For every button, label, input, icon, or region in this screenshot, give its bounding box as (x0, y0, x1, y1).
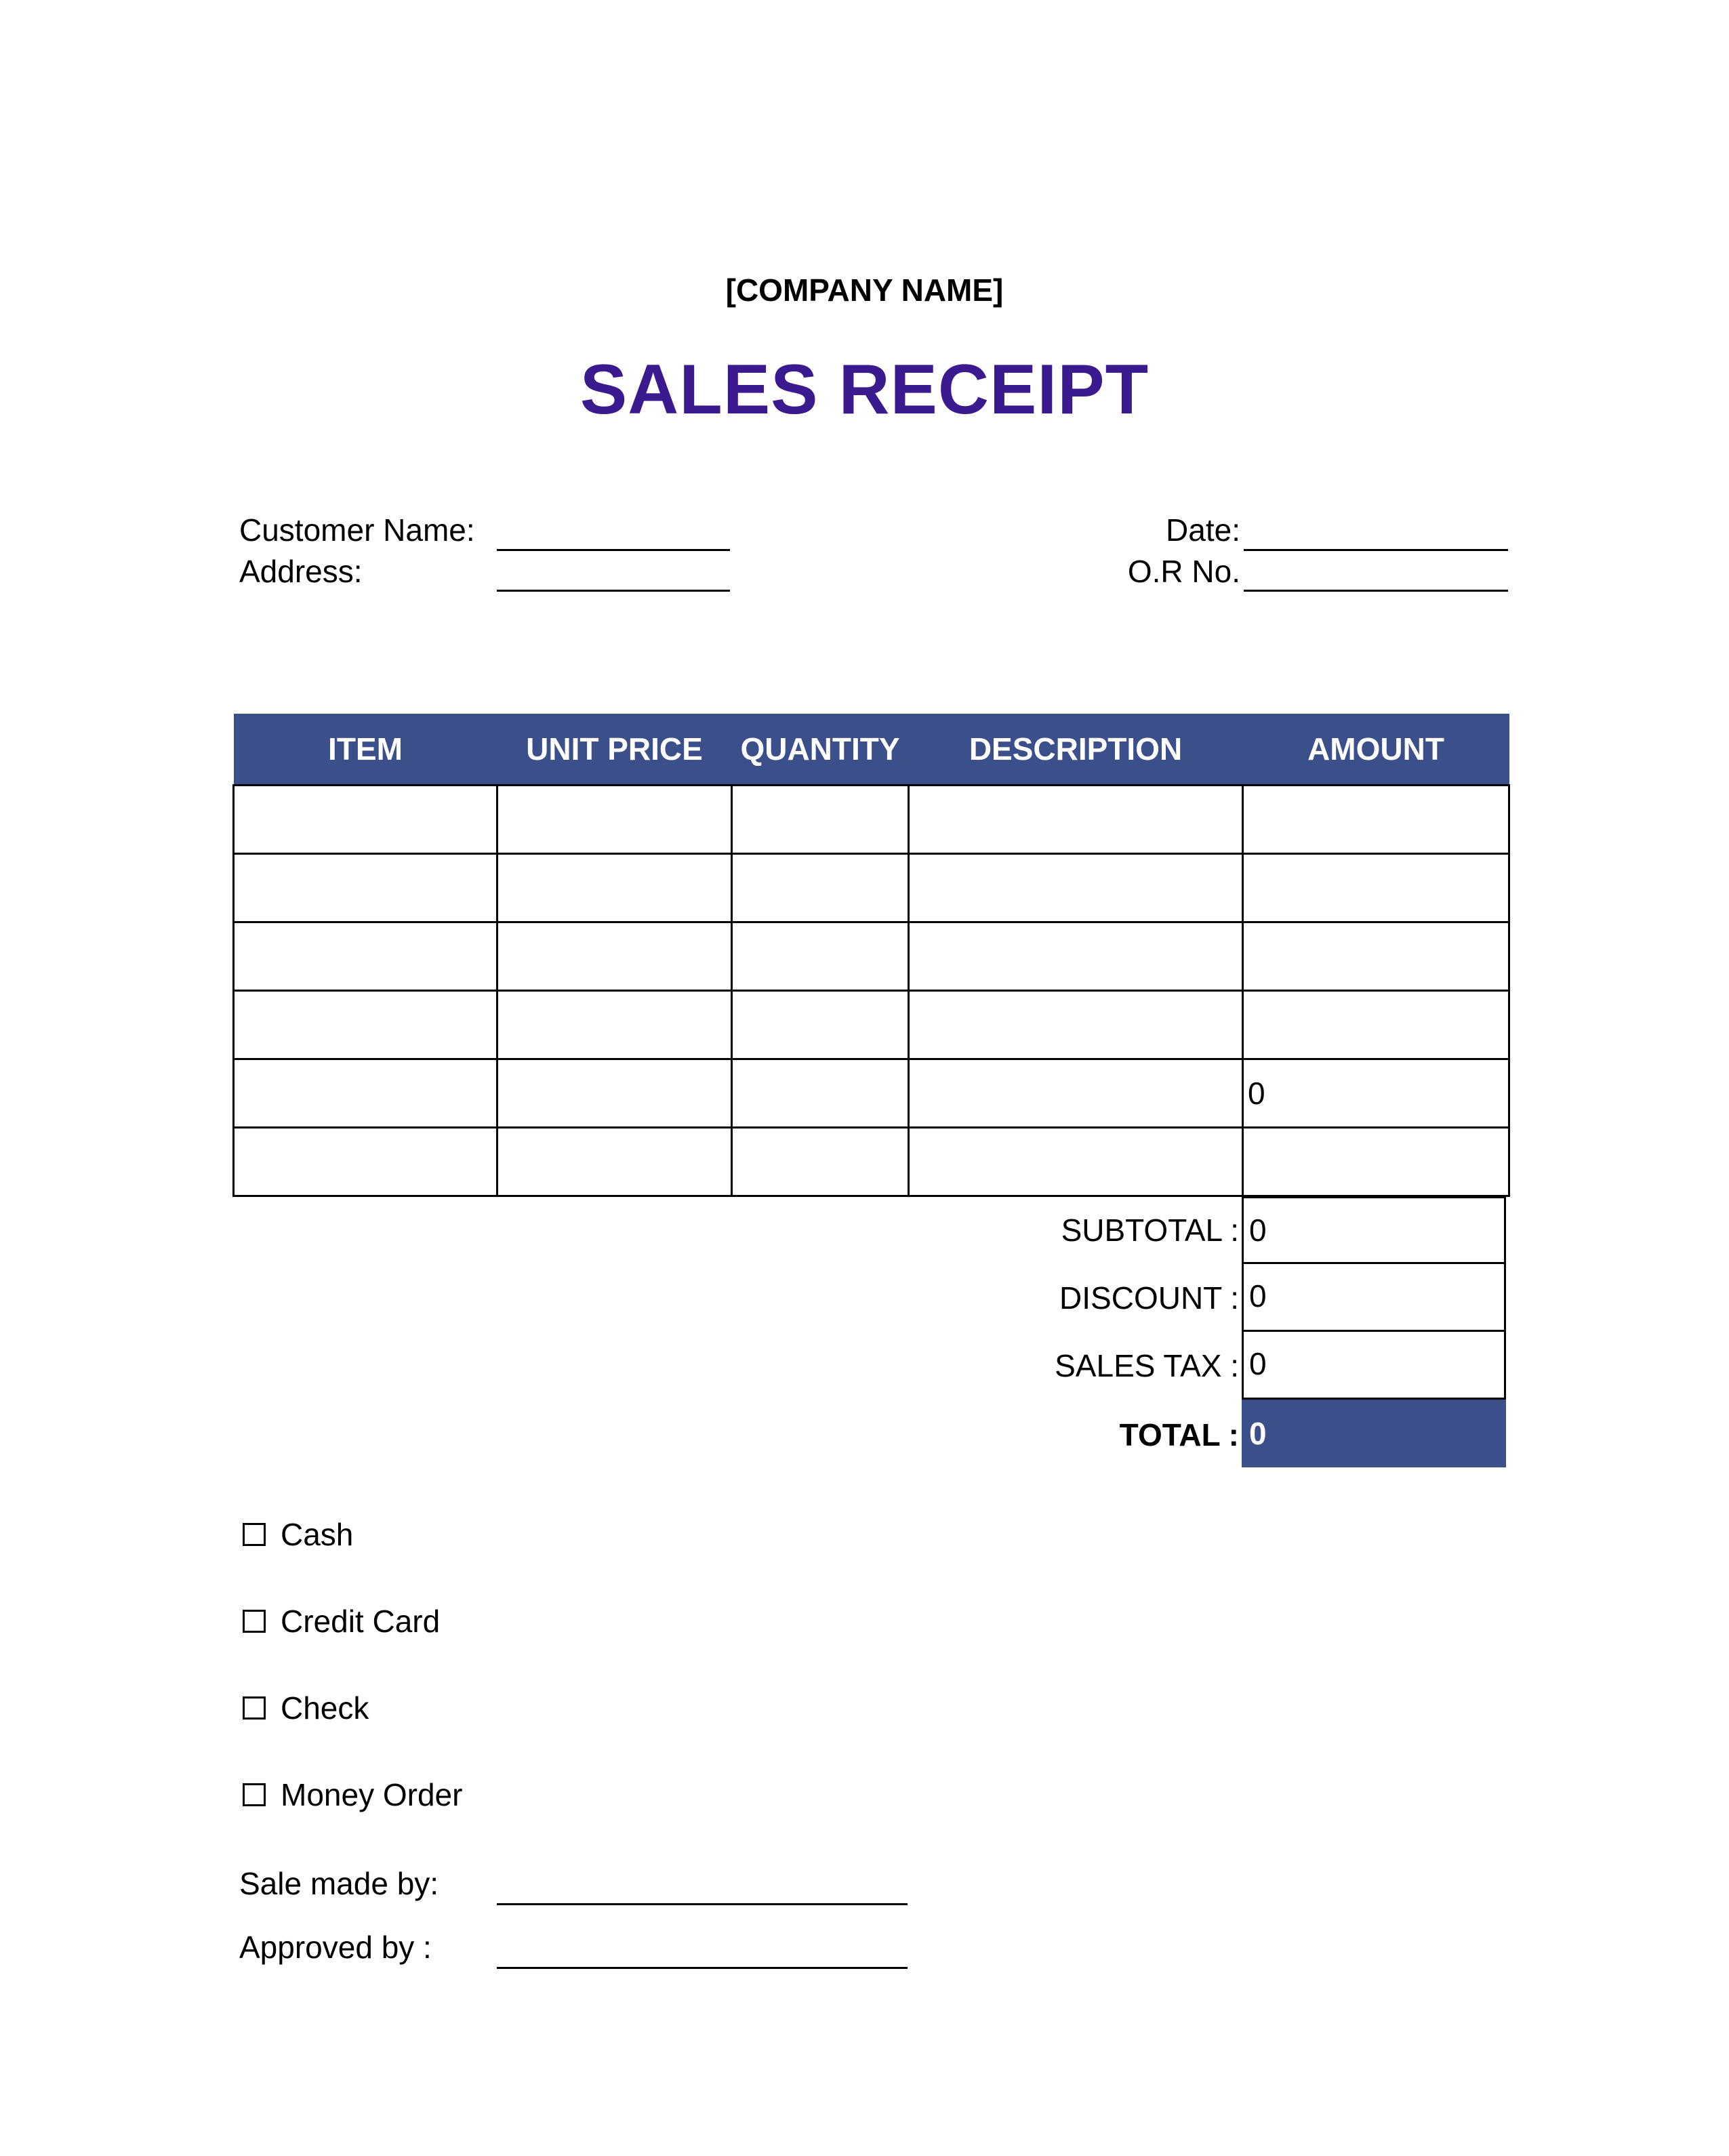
amount-cell[interactable] (1243, 1128, 1509, 1196)
amount-cell[interactable] (1243, 786, 1509, 854)
company-name: [COMPANY NAME] (725, 272, 1004, 308)
column-header-description: DESCRIPTION (909, 714, 1243, 786)
table-header-row (234, 714, 1509, 786)
or-number-field[interactable] (1244, 590, 1508, 592)
payment-option-money-order[interactable] (243, 1774, 462, 1815)
items-table (232, 714, 1510, 1197)
date-field[interactable] (1244, 549, 1508, 551)
item-cell[interactable] (234, 991, 497, 1059)
item-cell[interactable] (234, 1059, 497, 1128)
sale-made-by-label: Sale made by: (239, 1866, 439, 1901)
amount-cell[interactable] (1243, 922, 1509, 991)
payment-option-credit-card[interactable] (243, 1601, 440, 1642)
quantity-cell[interactable] (732, 854, 909, 922)
item-cell[interactable] (234, 854, 497, 922)
amount-cell[interactable]: 0 (1243, 1059, 1509, 1128)
receipt-title: SALES RECEIPT (579, 350, 1150, 429)
unit-price-cell[interactable] (497, 922, 732, 991)
total-label: TOTAL : (1119, 1417, 1239, 1452)
payment-option-label: Cash (281, 1517, 354, 1552)
quantity-cell[interactable] (732, 991, 909, 1059)
sales-tax-label: SALES TAX : (1055, 1348, 1239, 1383)
unit-price-cell[interactable] (497, 991, 732, 1059)
item-cell[interactable] (234, 922, 497, 991)
date-label: Date: (1166, 512, 1240, 548)
cash-checkbox[interactable] (243, 1523, 266, 1546)
description-cell[interactable] (909, 854, 1243, 922)
table-row (234, 1059, 1509, 1128)
table-row (234, 922, 1509, 991)
payment-option-label: Credit Card (281, 1604, 441, 1639)
unit-price-cell[interactable] (497, 854, 732, 922)
or-number-label: O.R No. (1127, 554, 1240, 589)
description-cell[interactable] (909, 1128, 1243, 1196)
column-header-amount: AMOUNT (1243, 714, 1509, 786)
column-header-item: ITEM (234, 714, 497, 786)
table-row (234, 991, 1509, 1059)
address-field[interactable] (497, 590, 730, 592)
sales-tax-value[interactable]: 0 (1242, 1332, 1506, 1400)
quantity-cell[interactable] (732, 786, 909, 854)
quantity-cell[interactable] (732, 1059, 909, 1128)
description-cell[interactable] (909, 991, 1243, 1059)
quantity-cell[interactable] (732, 1128, 909, 1196)
discount-label: DISCOUNT : (1059, 1280, 1239, 1316)
table-row (234, 786, 1509, 854)
customer-name-label: Customer Name: (239, 512, 475, 548)
approved-by-label: Approved by : (239, 1930, 432, 1965)
description-cell[interactable] (909, 1059, 1243, 1128)
quantity-cell[interactable] (732, 922, 909, 991)
unit-price-cell[interactable] (497, 1059, 732, 1128)
payment-option-cash[interactable] (243, 1514, 353, 1555)
subtotal-value[interactable]: 0 (1242, 1196, 1506, 1264)
address-label: Address: (239, 554, 363, 589)
discount-value[interactable]: 0 (1242, 1264, 1506, 1332)
customer-name-field[interactable] (497, 549, 730, 551)
item-cell[interactable] (234, 1128, 497, 1196)
check-checkbox[interactable] (243, 1696, 266, 1720)
description-cell[interactable] (909, 922, 1243, 991)
total-value: 0 (1242, 1400, 1506, 1467)
approved-by-field[interactable] (497, 1967, 908, 1969)
payment-option-label: Check (281, 1690, 369, 1726)
sale-made-by-field[interactable] (497, 1903, 908, 1905)
payment-option-label: Money Order (281, 1777, 463, 1812)
description-cell[interactable] (909, 786, 1243, 854)
column-header-unit-price: UNIT PRICE (497, 714, 732, 786)
amount-cell[interactable] (1243, 854, 1509, 922)
amount-cell[interactable] (1243, 991, 1509, 1059)
unit-price-cell[interactable] (497, 1128, 732, 1196)
money-order-checkbox[interactable] (243, 1783, 266, 1806)
payment-option-check[interactable] (243, 1688, 369, 1728)
item-cell[interactable] (234, 786, 497, 854)
subtotal-label: SUBTOTAL : (1061, 1213, 1239, 1248)
credit-card-checkbox[interactable] (243, 1610, 266, 1633)
table-row (234, 854, 1509, 922)
unit-price-cell[interactable] (497, 786, 732, 854)
table-row (234, 1128, 1509, 1196)
column-header-quantity: QUANTITY (732, 714, 909, 786)
